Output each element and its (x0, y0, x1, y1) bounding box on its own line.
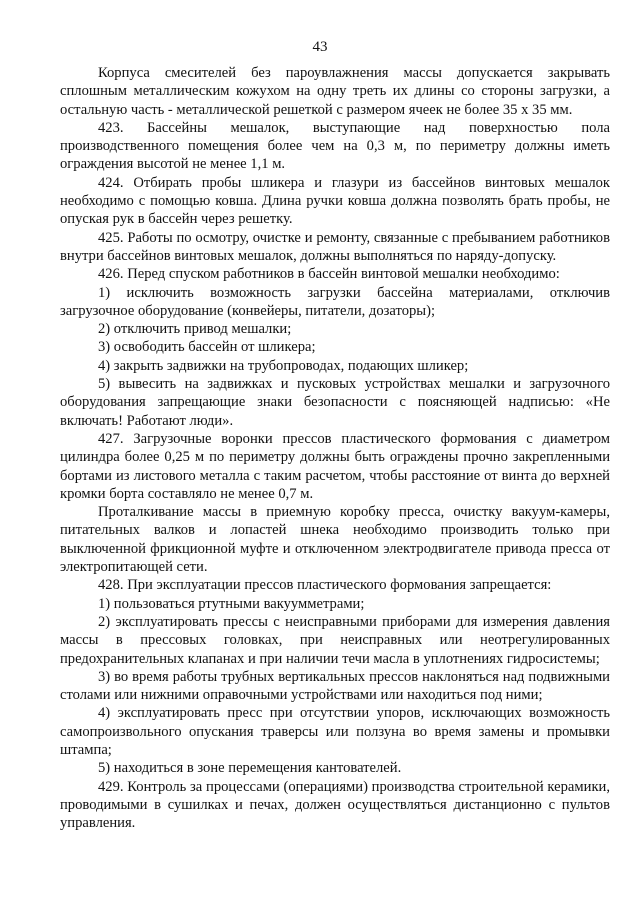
list-item-426-4: 4) закрыть задвижки на трубопроводах, подающих шликер; (98, 357, 469, 374)
paragraph-424: 424. Отбирать пробы шликера и глазури из бассейнов винтовых мешалок необходимо с помощью ковша. Длина ручки ковша должна позволять брать пробы, не опуская рук в бассейн через решетку. (60, 174, 610, 228)
list-item-426-2: 2) отключить привод мешалки; (98, 321, 292, 338)
paragraph-426: 426. Перед спуском работников в бассейн винтовой мешалки необходимо: (98, 266, 560, 283)
paragraph-mixer-covers: Корпуса смесителей без пароувлажнения массы допускается закрывать сплошным металлическим кожухом на одну треть их длины со стороны загрузки, а остальную часть - металлической решеткой с размером ячеек не более 35 х 35 мм. (60, 65, 610, 118)
list-item-426-5: 5) вывесить на задвижках и пусковых устройствах мешалки и загрузочного оборудования запрещающие знаки безопасности с поясняющей надписью: «Не включать! Работают люди». (60, 376, 610, 429)
paragraph-428: 428. При эксплуатации прессов пластического формования запрещается: (98, 577, 552, 594)
document-body (60, 64, 610, 832)
list-item-426-1: 1) исключить возможность загрузки бассейна материалами, отключив загрузочное оборудование (конвейеры, питатели, дозаторы); (60, 284, 610, 319)
page-number: 43 (312, 39, 328, 55)
paragraph-423: 423. Бассейны мешалок, выступающие над поверхностью пола производственного помещения более чем на 0,3 м, по периметру должны иметь ограждения высотой не менее 1,1 м. (60, 119, 610, 173)
paragraph-425: 425. Работы по осмотру, очистке и ремонту, связанные с пребыванием работников внутри бассейнов винтовых мешалок, должны выполняться по наряду-допуску. (60, 229, 610, 264)
paragraph-427-continued: Проталкивание массы в приемную коробку пресса, очистку вакуум-камеры, питательных валков и лопастей шнека необходимо производить только при выключенной фрикционной муфте и отключенном электродвигателе привода пресса от электропитающей сети. (60, 504, 610, 576)
paragraph-427: 427. Загрузочные воронки прессов пластического формования с диаметром цилиндра более 0,25 м по периметру должны быть ограждены прочно закрепленными бортами из листового металла с таким расчетом, чтобы расстояние от винта до верхней кромки борта составляло не менее 0,7 м. (60, 430, 610, 502)
list-item-428-3: 3) во время работы трубных вертикальных прессов наклоняться над подвижными столами или нижними оправочными устройствами или находиться под ними; (60, 668, 610, 704)
list-item-428-1: 1) пользоваться ртутными вакуумметрами; (98, 595, 365, 612)
list-item-428-2: 2) эксплуатировать прессы с неисправными приборами для измерения давления массы в прессовых головках, при неисправных или неотрегулированных предохранительных клапанах и при наличии течи масла в уплотнениях гидросистемы; (60, 613, 610, 667)
list-item-428-4: 4) эксплуатировать пресс при отсутствии упоров, исключающих возможность самопроизвольного опускания траверсы или ползуна во время замены и промывки штампа; (60, 705, 610, 758)
paragraph-429: 429. Контроль за процессами (операциями) производства строительной керамики, проводимыми в сушилках и печах, должен осуществляться дистанционно с пультов управления. (60, 778, 610, 832)
list-item-426-3: 3) освободить бассейн от шликера; (98, 339, 316, 356)
list-item-428-5: 5) находиться в зоне перемещения кантователей. (98, 760, 402, 777)
